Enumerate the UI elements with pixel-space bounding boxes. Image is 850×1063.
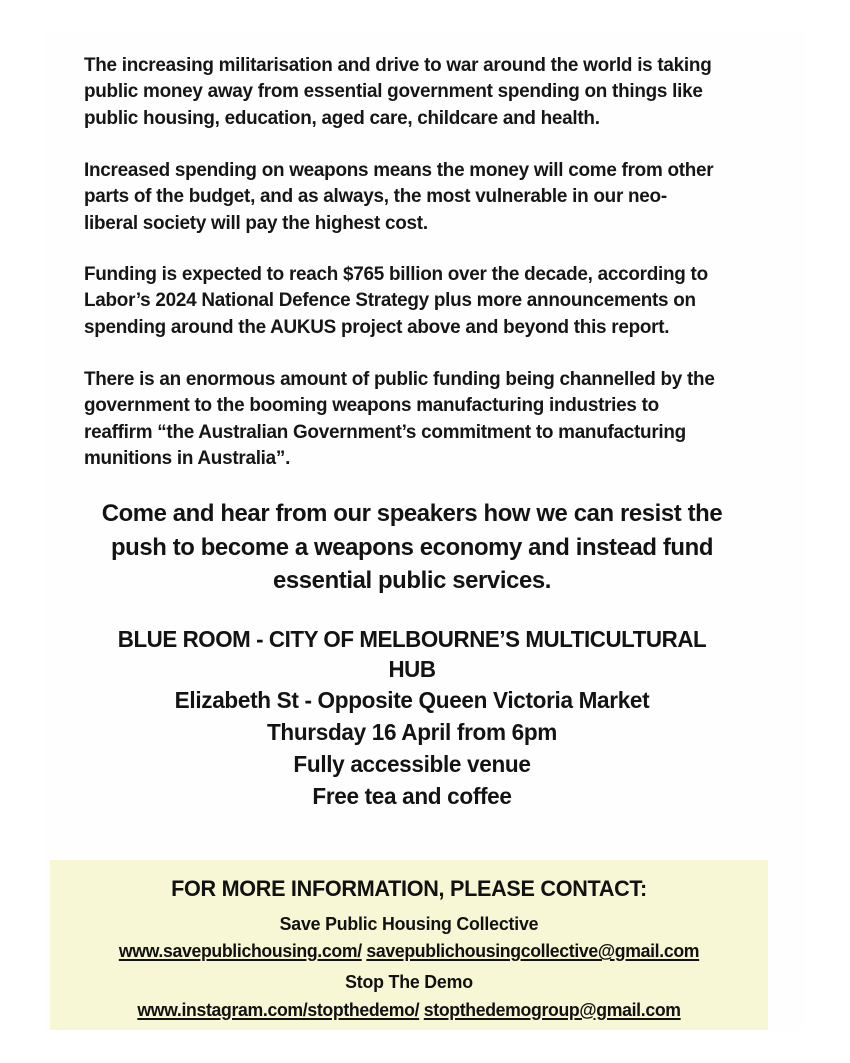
body-paragraph-2: Increased spending on weapons means the money will come from other parts of the budget, and as always, the most vulnerable in our neo-liberal society will pay the highest cost. <box>84 159 714 234</box>
body-paragraph-3: Funding is expected to reach $765 billion over the decade, according to Labor’s 2024 National Defence Strategy plus more announcements on spending around the AUKUS project above and beyond this report. <box>84 263 708 338</box>
footer-org-1-email-link[interactable]: savepublichousingcollective@gmail.com <box>366 940 700 962</box>
event-venue: BLUE ROOM - CITY OF MELBOURNE’S MULTICULTURAL HUB <box>117 626 707 682</box>
body-paragraph-1: The increasing militarisation and drive to war around the world is taking public money away from essential government spending on things like public housing, education, aged care, childcare and health. <box>84 54 712 129</box>
footer-org-1-website-link[interactable]: www.savepublichousing.com/ <box>118 940 362 962</box>
footer-org-2-email-link[interactable]: stopthedemogroup@gmail.com <box>423 998 681 1020</box>
flyer-body-content <box>84 52 740 812</box>
event-accessibility: Fully accessible venue <box>293 751 531 778</box>
body-paragraph-4: There is an enormous amount of public funding being channelled by the government to the booming weapons manufacturing industries to reaffirm “the Australian Government’s commitment to manufacturing munitions in Australia”. <box>84 368 715 470</box>
footer-org-2-name: Stop The Demo <box>345 971 473 993</box>
footer-org-2-website-link[interactable]: www.instagram.com/stopthedemo/ <box>137 998 420 1020</box>
contact-footer <box>50 860 768 1030</box>
footer-org-1-name: Save Public Housing Collective <box>279 913 539 934</box>
footer-org-1-links <box>66 940 752 962</box>
event-details <box>84 625 740 812</box>
footer-org-2-links <box>66 999 752 1021</box>
event-refreshments: Free tea and coffee <box>312 783 512 810</box>
call-to-action-text: Come and hear from our speakers how we can resist the push to become a weapons economy and instead fund essential public services. <box>101 500 723 595</box>
footer-heading: FOR MORE INFORMATION, PLEASE CONTACT: <box>171 876 647 901</box>
event-address: Elizabeth St - Opposite Queen Victoria Market <box>174 686 650 713</box>
event-datetime: Thursday 16 April from 6pm <box>266 718 558 745</box>
